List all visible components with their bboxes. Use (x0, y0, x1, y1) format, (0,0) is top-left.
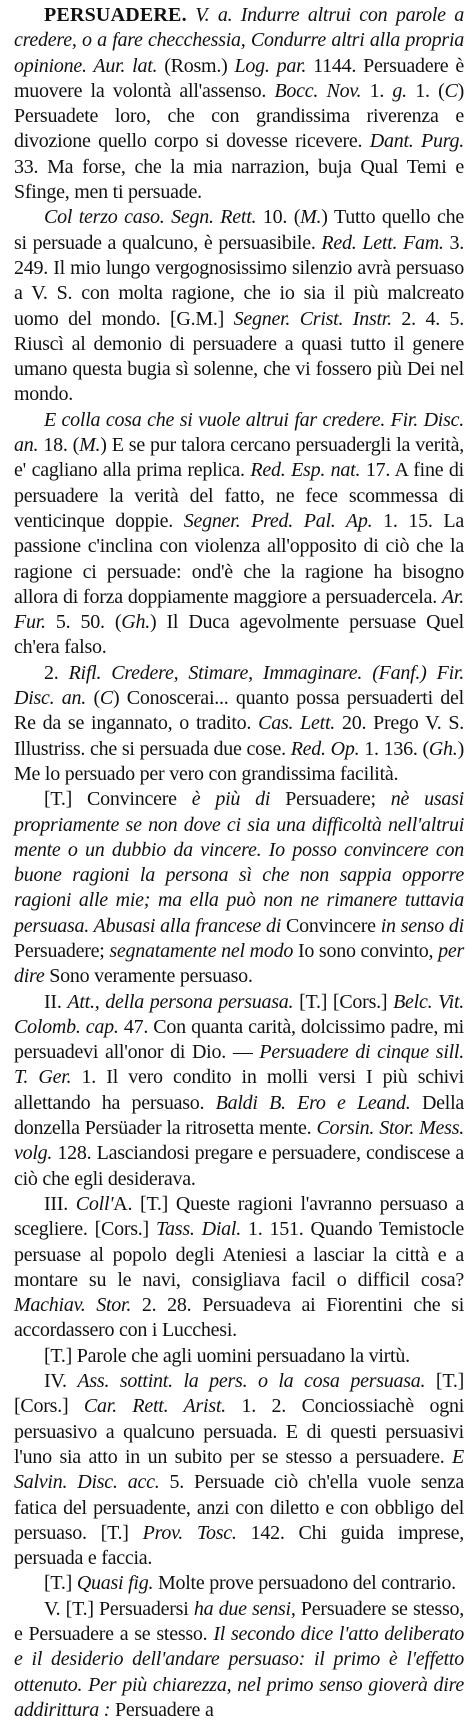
paragraph-text (14, 409, 464, 659)
italic-text-run: g. (392, 79, 407, 102)
text-run: Persuadere; (14, 939, 110, 962)
paragraph-text (14, 4, 464, 203)
italic-text-run: segnatamente nel modo (109, 939, 294, 962)
text-run: [T.] (44, 1572, 77, 1595)
paragraph-text (14, 206, 464, 405)
paragraph-text (44, 1572, 456, 1594)
italic-text-run: Ass. sottint. la pers. o la cosa persuasa. (77, 1370, 426, 1393)
paragraph-text (14, 662, 464, 785)
text-run: 5. Persuade ciò ch'ella vuole senza fatica del persuadente, anzi con diletto e con obbligo del persuaso. [T.] (14, 1471, 465, 1544)
text-run: ) Persuadete loro, che con grandissima riverenza e divozione quello corpo si dovesse ricevere. (14, 79, 465, 153)
italic-text-run: è più di (191, 788, 271, 811)
italic-text-run: Corsin. Stor. Mess. volg. (14, 1117, 464, 1165)
text-run: Persuadere se stesso, e Persuadere a se stesso. (14, 1597, 464, 1645)
text-run: 3. 249. Il mio lungo vergognosissimo silenzio avrà persuaso a V. S. con molta ragione, che io sia il più malcreato uomo del mondo. [G.M.] (14, 231, 465, 330)
text-run: 1. Il vero condito in molli versi I più schivi allettando ha persuaso. (14, 1066, 464, 1114)
text-run: [T.] Parole che agli uomini persuadano la virtù. (44, 1344, 410, 1367)
entry-paragraph-6 (14, 990, 464, 1192)
text-run: 1. ( (406, 79, 445, 102)
italic-text-run: M. (79, 434, 101, 457)
text-run: 2. 28. Persuadeva ai Fiorentini che si accordassero con i Lucchesi. (14, 1294, 465, 1342)
italic-text-run: C (99, 687, 113, 710)
text-run: [T.] Convincere (44, 788, 192, 811)
italic-text-run: C (444, 79, 458, 102)
text-run: ) E se pur talora cercano persuadergli la verità, e' cagliano alla prima replica. (14, 434, 464, 482)
text-run: III. (44, 1192, 76, 1215)
italic-text-run: Red. Lett. Fam. (321, 231, 444, 254)
text-run: ) Tutto quello che si persuade a qualcuno, è persuasibile. (14, 206, 464, 254)
text-run: ) Me lo persuado per vero con grandissima facilità. (14, 737, 464, 785)
text-run: 1. (361, 79, 393, 102)
text-run: 128. Lasciandosi pregare e persuadere, condiscese a ciò che egli desiderava. (14, 1142, 464, 1190)
entry-paragraph-1 (14, 3, 464, 205)
entry-headword: PERSUADERE. (44, 4, 187, 26)
text-run: 1144. Persuadere è muovere la volontà all'assenso. (14, 54, 464, 102)
italic-text-run: Prov. Tosc. (142, 1521, 237, 1544)
text-run: [T.] [Cors.] (293, 990, 394, 1013)
italic-text-run: Baldi B. Ero e Leand. (215, 1091, 411, 1114)
text-run: 1. 151. Quando Temistocle persuase al popolo degli Ateniesi a lasciar la città e a montare su le navi, consigliava facil o difficil cosa? (14, 1218, 465, 1291)
text-run: 1. 136. ( (359, 737, 429, 760)
paragraph-text (14, 1370, 464, 1569)
text-run: A. [T.] Queste ragioni l'avranno persuaso a scegliere. [Cors.] (14, 1192, 464, 1241)
italic-text-run: Gh. (428, 737, 458, 760)
text-run: Persuadere a (110, 1698, 214, 1721)
italic-text-run: Persuadere di cinque sill. T. Ger. (14, 1041, 464, 1089)
entry-paragraph-9 (14, 1369, 464, 1571)
text-run: ) Il Duca agevolmente persuase Quel ch'era falso. (14, 611, 464, 659)
italic-text-run: Coll' (75, 1192, 114, 1215)
entry-paragraph-10 (14, 1571, 464, 1596)
text-run: II. (44, 990, 68, 1013)
italic-text-run: Log. par. (234, 54, 307, 77)
text-run: ( (86, 687, 100, 710)
text-run: 1. 15. La passione c'inclina con violenza all'opposito di ciò che la ragione ci persuade: ond'è che la ragione ha bisogno allora di forza doppiamente maggiore a persuadercela. (14, 509, 465, 608)
paragraph-text (14, 1193, 464, 1341)
entry-paragraph-5 (14, 787, 464, 989)
text-run: 47. Con quanta carità, dolcissimo padre, mi persuadevi all'onor di Dio. — (14, 1015, 464, 1064)
italic-text-run: Segner. Crist. Instr. (233, 307, 392, 330)
text-run: Persuadere; (270, 788, 391, 811)
italic-text-run: E colla cosa che si vuole altrui far credere. Fir. Disc. an. (14, 408, 464, 457)
text-run: 2. (44, 661, 69, 684)
paragraph-text (14, 788, 464, 987)
italic-text-run: Tass. Dial. (156, 1218, 241, 1241)
paragraph-text (14, 991, 464, 1190)
italic-text-run: per dire (14, 939, 465, 988)
entry-paragraph-11 (14, 1597, 464, 1723)
italic-text-run: in senso di (380, 914, 464, 937)
italic-text-run: Dant. Purg. (369, 130, 464, 153)
entry-paragraph-8 (14, 1344, 464, 1369)
text-run: 2. 4. 5. Riuscì al demonio di persuadere a quasi tutto il genere umano questa bugia sì solenne, che vi fossero più Dei nel mondo. (14, 307, 465, 406)
text-run: ) Conoscerai... quanto possa persuaderti del Re da se ingannato, o tradito. (14, 687, 464, 735)
text-run: 142. Chi guida imprese, persuada e faccia. (14, 1521, 464, 1570)
text-run: V. [T.] Persuadersi (44, 1597, 194, 1620)
text-run: Della donzella Persüader la ritrosetta mente. (14, 1091, 465, 1140)
italic-text-run: Segner. Pred. Pal. Ap. (183, 509, 373, 532)
italic-text-run: Red. Op. (290, 737, 360, 760)
text-run: 18. ( (38, 434, 80, 457)
italic-text-run: Il secondo dice l'atto deliberato e il desiderio dell'andare persuaso: il primo è l'effetto ottenuto. Per più chiarezza, nel primo senso gioverà dire addirittura : (14, 1623, 465, 1721)
text-run: Convincere (281, 914, 381, 937)
text-run: Molte prove persuadono del contrario. (153, 1572, 456, 1595)
paragraph-text (44, 1345, 410, 1367)
italic-text-run: Belc. Vit. Colomb. cap. (14, 990, 464, 1038)
text-run: 5. 50. ( (45, 611, 122, 634)
entry-paragraph-4 (14, 661, 464, 787)
italic-text-run: V. a. Indurre altrui con parole a credere, o a fare checchessia, Condurre altri alla propria opinione. Aur. lat. (14, 4, 464, 77)
italic-text-run: Att., della persona persuasa. (67, 990, 294, 1013)
italic-text-run: Rifl. Credere, Stimare, Immaginare. (Fanf.) Fir. Disc. an. (14, 661, 464, 710)
entry-paragraph-7 (14, 1192, 464, 1344)
text-run: 10. ( (256, 206, 301, 229)
italic-text-run: nè usasi propriamente se non dove ci sia una difficoltà nell'altrui mente o un dubbio da vincere. Io posso convincere con buone ragioni la persona sì che non sappia opporre ragioni alle mie; ma ella può non ne rimanere tuttavia persuasa. Abusasi alla francese di (14, 788, 464, 937)
italic-text-run: Red. Esp. nat. (250, 459, 361, 482)
italic-text-run: Bocc. Nov. (274, 79, 362, 102)
italic-text-run: Car. Rett. Arist. (83, 1395, 226, 1418)
entry-paragraph-2 (14, 205, 464, 407)
entry-paragraph-3 (14, 408, 464, 661)
italic-text-run: Ar. Fur. (14, 585, 464, 634)
text-run: Sono veramente persuaso. (44, 965, 253, 988)
text-run: IV. (44, 1370, 78, 1393)
italic-text-run: Cas. Lett. (258, 712, 336, 735)
text-run: [T.] [Cors.] (14, 1370, 464, 1418)
italic-text-run: Machiav. Stor. (14, 1294, 132, 1317)
italic-text-run: Quasi fig. (76, 1572, 154, 1595)
text-run: (Rosm.) (157, 54, 235, 77)
italic-text-run: E Salvin. Disc. acc. (14, 1445, 464, 1494)
italic-text-run: Col terzo caso. Segn. Rett. (44, 206, 257, 229)
text-run: 17. A fine di persuadere la verità del fatto, ne fece scommessa di venticinque doppie. (14, 459, 464, 532)
italic-text-run: M. (300, 206, 322, 229)
paragraph-text (14, 1598, 464, 1721)
italic-text-run: ha due sensi, (193, 1597, 296, 1620)
text-run: 20. Prego V. S. Illustriss. che si persuada due cose. (14, 712, 465, 760)
italic-text-run: Gh. (121, 611, 150, 634)
text-run: Io sono convinto, (293, 939, 439, 962)
text-run: 33. Ma forse, che la mia narrazion, buja Qual Temi e Sfinge, men ti persuade. (14, 155, 464, 204)
text-run: 1. 2. Conciossiachè ogni persuasivo a qualcuno persuada. E di questi persuasivi l'uno sia atto in un subito per se stesso a persuadere. (14, 1395, 464, 1468)
